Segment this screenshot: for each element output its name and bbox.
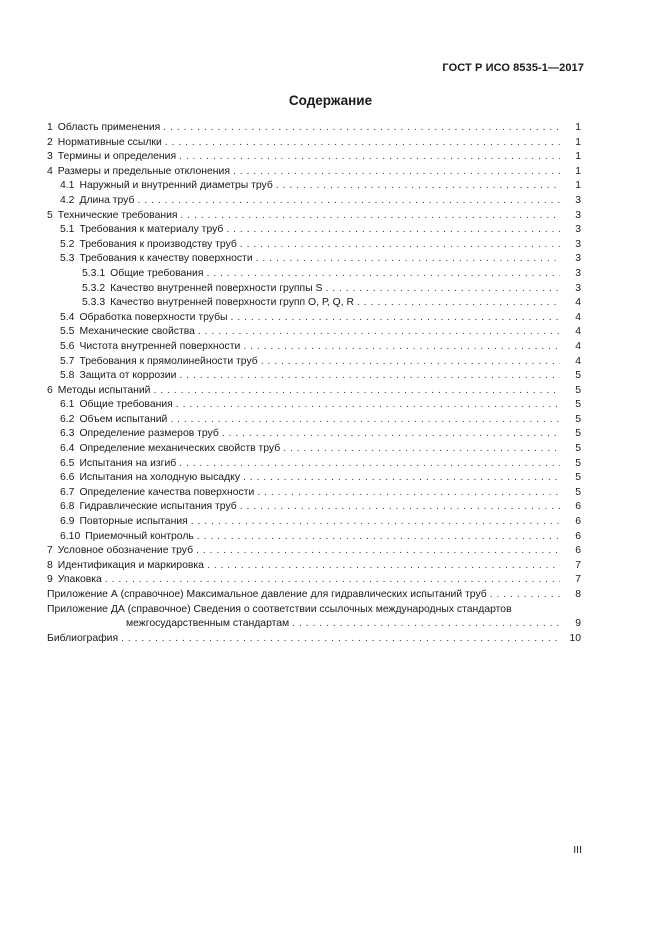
toc-entry[interactable] xyxy=(47,413,581,428)
toc-entry-page: 3 xyxy=(575,194,581,206)
toc-entry-page: 4 xyxy=(575,340,581,352)
toc-entry-page: 6 xyxy=(575,501,581,513)
toc-entry-page: 4 xyxy=(575,326,581,338)
toc-entry-page: 7 xyxy=(575,559,581,571)
toc-entry-number: 5.3.2 xyxy=(82,282,106,294)
toc-entry[interactable] xyxy=(47,325,581,340)
toc-entry-number: 5.7 xyxy=(60,355,75,367)
toc-entry-title: Испытания на холодную высадку xyxy=(79,472,241,484)
toc-entry-number: 4.1 xyxy=(60,180,75,192)
toc-entry[interactable] xyxy=(47,282,581,297)
toc-entry[interactable] xyxy=(47,442,581,457)
toc-entry-appendix-da-continued[interactable] xyxy=(47,617,581,632)
toc-entry-title: Размеры и предельные отклонения xyxy=(57,165,230,177)
toc-entry-page: 5 xyxy=(575,384,581,396)
toc-leader-dots xyxy=(231,311,560,326)
toc-entry-title: Чистота внутренней поверхности xyxy=(79,340,241,352)
toc-entry-page: 4 xyxy=(575,355,581,367)
toc-entry-page: 7 xyxy=(575,574,581,586)
toc-leader-dots xyxy=(179,150,560,165)
toc-entry[interactable] xyxy=(47,559,581,574)
toc-leader-dots xyxy=(292,617,560,632)
toc-entry[interactable] xyxy=(47,398,581,413)
toc-entry-title: Испытания на изгиб xyxy=(79,457,177,469)
page-number: III xyxy=(573,844,582,856)
toc-entry[interactable] xyxy=(47,500,581,515)
toc-entry-page: 5 xyxy=(575,370,581,382)
toc-entry-title: Определение механических свойств труб xyxy=(79,443,281,455)
toc-entry-page: 3 xyxy=(575,209,581,221)
toc-leader-dots xyxy=(191,515,560,530)
toc-entry-page: 1 xyxy=(575,165,581,177)
toc-entry-title: Идентификация и маркировка xyxy=(57,559,204,571)
toc-leader-dots xyxy=(256,252,560,267)
toc-entry[interactable] xyxy=(47,150,581,165)
toc-entry-number: 5.6 xyxy=(60,340,75,352)
toc-entry-number: 4 xyxy=(47,165,53,177)
toc-entry-number: 6.10 xyxy=(60,530,81,542)
toc-entry-page: 9 xyxy=(575,618,581,630)
toc-entry-title: межгосударственным стандартам xyxy=(126,618,290,630)
toc-leader-dots xyxy=(206,267,560,282)
toc-entry-page: 3 xyxy=(575,253,581,265)
toc-entry-number: 1 xyxy=(47,122,53,133)
toc-entry[interactable] xyxy=(47,340,581,355)
toc-entry-number: 4.2 xyxy=(60,194,75,206)
toc-entry-page: 4 xyxy=(575,311,581,323)
toc-entry[interactable] xyxy=(47,296,581,311)
toc-entry-appendix-da[interactable] xyxy=(47,603,581,618)
toc-entry-number: 8 xyxy=(47,559,53,571)
toc-entry-title: Приемочный контроль xyxy=(85,530,194,542)
toc-leader-dots xyxy=(198,325,560,340)
toc-leader-dots xyxy=(243,471,560,486)
toc-entry-number: 6.1 xyxy=(60,399,75,411)
toc-entry-title: Защита от коррозии xyxy=(79,370,177,382)
toc-entry-number: 7 xyxy=(47,545,53,557)
toc-entry-number: 6.9 xyxy=(60,516,75,528)
toc-leader-dots xyxy=(276,179,560,194)
table-of-contents xyxy=(47,121,581,646)
toc-entry-title: Определение размеров труб xyxy=(79,428,219,440)
toc-entry-title: Длина труб xyxy=(79,194,135,206)
toc-entry-page: 1 xyxy=(575,151,581,163)
toc-entry[interactable] xyxy=(47,179,581,194)
toc-entry[interactable] xyxy=(47,194,581,209)
toc-entry-title: Обработка поверхности трубы xyxy=(79,311,228,323)
toc-entry[interactable] xyxy=(47,238,581,253)
toc-entry-title: Методы испытаний xyxy=(57,384,151,396)
toc-entry-number: 5 xyxy=(47,209,53,221)
toc-leader-dots xyxy=(170,413,560,428)
toc-entry[interactable] xyxy=(47,427,581,442)
toc-entry[interactable] xyxy=(47,384,581,399)
toc-title: Содержание xyxy=(288,93,373,108)
toc-entry-title: Объем испытаний xyxy=(79,413,168,425)
toc-entry[interactable] xyxy=(47,573,581,588)
toc-entry-page: 6 xyxy=(575,516,581,528)
toc-entry-number: 6.6 xyxy=(60,472,75,484)
toc-entry-title: Требования к материалу труб xyxy=(79,224,224,236)
toc-leader-dots xyxy=(196,544,560,559)
toc-entry-page: 3 xyxy=(575,224,581,236)
toc-entry-number: 5.2 xyxy=(60,238,75,250)
toc-entry[interactable] xyxy=(47,486,581,501)
toc-entry-page: 8 xyxy=(575,589,581,600)
toc-entry-number: 6.4 xyxy=(60,443,75,455)
toc-entry-title: Повторные испытания xyxy=(79,516,188,528)
toc-leader-dots xyxy=(207,559,560,574)
toc-entry[interactable] xyxy=(47,588,581,603)
toc-entry[interactable] xyxy=(47,311,581,326)
toc-entry-page: 5 xyxy=(575,443,581,455)
toc-entry-title: Упаковка xyxy=(57,574,102,586)
toc-entry-title: Наружный и внутренний диаметры труб xyxy=(79,180,273,192)
toc-entry-number: 9 xyxy=(47,574,53,586)
toc-leader-dots xyxy=(179,369,560,384)
toc-entry[interactable] xyxy=(47,471,581,486)
toc-entry[interactable] xyxy=(47,530,581,545)
toc-entry-page: 3 xyxy=(575,238,581,250)
toc-entry-number: 6.8 xyxy=(60,501,75,513)
toc-entry[interactable] xyxy=(47,355,581,370)
toc-entry[interactable] xyxy=(47,209,581,224)
toc-entry-page: 3 xyxy=(575,282,581,294)
toc-entry-number: 6.5 xyxy=(60,457,75,469)
toc-entry-page: 4 xyxy=(575,297,581,309)
toc-leader-dots xyxy=(197,530,560,545)
toc-entry-page: 10 xyxy=(569,632,581,644)
toc-entry-number: 2 xyxy=(47,136,53,148)
toc-entry[interactable] xyxy=(47,267,581,282)
toc-leader-dots xyxy=(261,355,560,370)
toc-entry-page: 3 xyxy=(575,267,581,279)
toc-leader-dots xyxy=(240,500,560,515)
toc-entry-page: 5 xyxy=(575,472,581,484)
toc-leader-dots xyxy=(222,427,560,442)
toc-entry-page: 1 xyxy=(575,136,581,148)
toc-entry-number: 5.3.3 xyxy=(82,297,106,309)
toc-leader-dots xyxy=(105,573,560,588)
toc-leader-dots xyxy=(163,121,560,136)
toc-entry[interactable] xyxy=(47,515,581,530)
toc-entry[interactable] xyxy=(47,544,581,559)
toc-leader-dots xyxy=(176,398,560,413)
toc-entry-page: 1 xyxy=(575,180,581,192)
toc-entry-title: Гидравлические испытания труб xyxy=(79,501,237,513)
toc-entry-number: 6 xyxy=(47,384,53,396)
toc-entry-page: 6 xyxy=(575,545,581,557)
toc-entry-title: Приложение А (справочное) Максимальное давление для гидравлических испытаний труб xyxy=(47,589,487,600)
toc-entry[interactable] xyxy=(47,165,581,180)
toc-entry-page: 5 xyxy=(575,399,581,411)
toc-leader-dots xyxy=(137,194,560,209)
toc-entry-number: 5.3 xyxy=(60,253,75,265)
toc-entry-number: 5.1 xyxy=(60,224,75,236)
toc-entry-page: 5 xyxy=(575,428,581,440)
toc-entry-title: Условное обозначение труб xyxy=(57,545,194,557)
toc-leader-dots xyxy=(165,136,560,151)
toc-leader-dots xyxy=(153,384,560,399)
toc-entry-page: 6 xyxy=(575,530,581,542)
document-id-header: ГОСТ Р ИСО 8535-1—2017 xyxy=(442,62,584,74)
toc-entry[interactable] xyxy=(47,136,581,151)
toc-entry-title: Механические свойства xyxy=(79,326,195,338)
toc-entry[interactable] xyxy=(47,252,581,267)
toc-entry-title: Технические требования xyxy=(57,209,178,221)
toc-entry-title: Общие требования xyxy=(79,399,173,411)
toc-entry-title: Область применения xyxy=(57,122,161,133)
toc-leader-dots xyxy=(325,282,560,297)
toc-leader-dots xyxy=(179,457,560,472)
toc-entry-page: 5 xyxy=(575,486,581,498)
toc-entry-number: 5.4 xyxy=(60,311,75,323)
toc-leader-dots xyxy=(490,588,560,603)
toc-entry-number: 3 xyxy=(47,151,53,163)
toc-leader-dots xyxy=(121,632,560,647)
toc-entry[interactable] xyxy=(47,121,581,136)
toc-leader-dots xyxy=(226,223,560,238)
toc-leader-dots xyxy=(240,238,560,253)
toc-entry-page: 1 xyxy=(575,122,581,133)
toc-entry-title: Требования к качеству поверхности xyxy=(79,253,253,265)
toc-entry-title: Общие требования xyxy=(110,267,204,279)
toc-entry-number: 6.2 xyxy=(60,413,75,425)
toc-entry-title: Библиография xyxy=(47,632,119,644)
toc-entry-bibliography[interactable] xyxy=(47,632,581,647)
toc-entry-title: Определение качества поверхности xyxy=(79,486,255,498)
toc-leader-dots xyxy=(233,165,560,180)
toc-leader-dots xyxy=(181,209,560,224)
toc-entry-number: 6.3 xyxy=(60,428,75,440)
toc-entry-number: 5.3.1 xyxy=(82,267,106,279)
toc-leader-dots xyxy=(257,486,560,501)
toc-entry-title: Качество внутренней поверхности групп О, Р, Q, R xyxy=(110,297,355,309)
toc-entry[interactable] xyxy=(47,223,581,238)
toc-entry-page: 5 xyxy=(575,457,581,469)
toc-entry[interactable] xyxy=(47,369,581,384)
toc-entry-title: Требования к производству труб xyxy=(79,238,237,250)
toc-entry-title: Качество внутренней поверхности группы S xyxy=(110,282,323,294)
toc-entry[interactable] xyxy=(47,457,581,472)
toc-leader-dots xyxy=(357,296,560,311)
toc-entry-title: Термины и определения xyxy=(57,151,177,163)
toc-entry-number: 5.8 xyxy=(60,370,75,382)
toc-entry-title: Требования к прямолинейности труб xyxy=(79,355,258,367)
toc-entry-number: 5.5 xyxy=(60,326,75,338)
toc-entry-page: 5 xyxy=(575,413,581,425)
toc-leader-dots xyxy=(283,442,560,457)
toc-entry-title: Нормативные ссылки xyxy=(57,136,162,148)
toc-entry-number: 6.7 xyxy=(60,486,75,498)
toc-entry-title: Приложение ДА (справочное) Сведения о соответствии ссылочных международных стандартов xyxy=(47,603,512,615)
toc-leader-dots xyxy=(243,340,560,355)
